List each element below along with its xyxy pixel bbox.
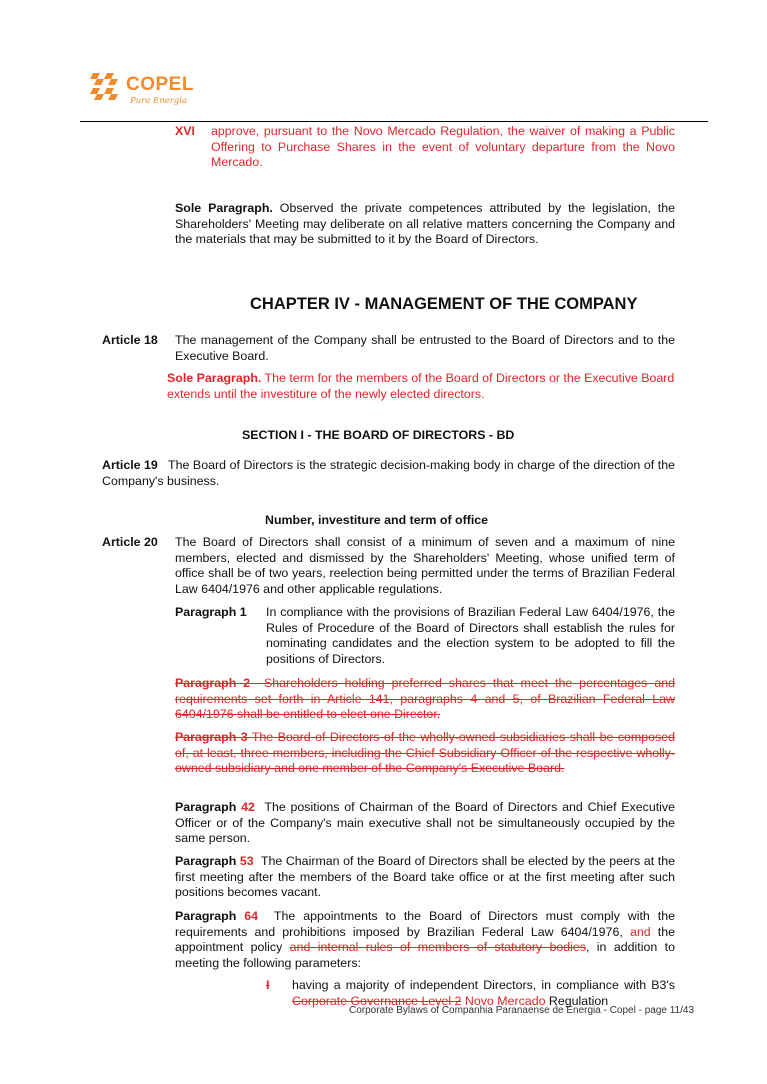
article-19-label: Article 19 — [102, 458, 158, 472]
sole-paragraph-1-label: Sole Paragraph. — [175, 201, 273, 215]
paragraph-3-label: Paragraph 3 — [175, 730, 248, 744]
item-i-text-b: Regulation — [545, 993, 609, 1008]
paragraph-4-number: 42 — [241, 800, 255, 814]
paragraph-6 — [175, 909, 675, 971]
sole-paragraph-1 — [175, 201, 675, 248]
paragraph-6-text-a: The appointments to the Board of Directors must comply with the requirements and prohibitions imposed by Brazilian Federal Law 6404/1976, — [175, 909, 675, 939]
sole-paragraph-1-text: Observed the private competences attributed by the legislation, the Shareholders' Meeting may deliberate on all relative matters concerning the Company and the materials that may be submitted to it by the Board of Directors. — [175, 201, 676, 246]
paragraph-6-text-c: , in addition to meeting the following parameters: — [175, 940, 675, 970]
paragraph-6-inserted: and — [629, 924, 651, 939]
article-20-text: The Board of Directors shall consist of a minimum of seven and a maximum of nine members, elected and dismissed by the Shareholders' Meeting, whose unified term of office shall be of two years, reelection being permitted under the terms of Brazilian Federal Law 6404/1976 and other applicable regulations. — [175, 535, 675, 596]
article-18-text: The management of the Company shall be entrusted to the Board of Directors and to the Executive Board. — [175, 333, 675, 363]
logo-tagline: Pura Energia — [130, 96, 188, 106]
paragraph-2-label: Paragraph 2 — [175, 676, 251, 690]
paragraph-6-deleted: and internal rules of members of statutory bodies — [289, 940, 586, 954]
paragraph-4-text: The positions of Chairman of the Board of Directors and Chief Executive Officer or of the Company's main executive shall not be simultaneously occupied by the same person. — [175, 800, 676, 845]
section-title: SECTION I - THE BOARD OF DIRECTORS - BD — [242, 428, 515, 442]
subheading: Number, investiture and term of office — [265, 513, 489, 527]
paragraph-4-label: Paragraph — [175, 800, 242, 814]
article-19-body: The Board of Directors is the strategic decision-making body in charge of the direction of the Company's business. — [102, 458, 675, 488]
paragraph-6-number: 64 — [244, 909, 259, 923]
item-i-inserted: Novo Mercado — [461, 993, 546, 1008]
article-20-label: Article 20 — [102, 535, 158, 549]
copel-logo-icon — [90, 70, 124, 104]
company-logo — [90, 70, 200, 110]
sole-paragraph-2 — [167, 371, 717, 402]
paragraph-3-text: The Board of Directors of the wholly-owned subsidiaries shall be composed of, at least, three members, including the Chief Subsidiary Officer of the respective wholly-owned subsidiary and one member of the Company's Executive Board. — [175, 730, 676, 775]
sole-paragraph-2-label: Sole Paragraph. — [167, 371, 262, 385]
header-divider — [80, 121, 708, 122]
paragraph-6-text-b: the appointment policy — [175, 924, 676, 954]
paragraph-2-deleted — [175, 676, 675, 723]
item-i-label: I — [266, 978, 270, 992]
paragraph-2-text: Shareholders holding preferred shares that meet the percentages and requirements set forth in Article 141, paragraphs 4 and 5, of Brazilian Federal Law 6404/1976 shall be entitled to elect one Director. — [175, 676, 675, 721]
paragraph-5-text: The Chairman of the Board of Directors shall be elected by the peers at the first meeting after the members of the Board take office or at the first meeting after such positions becomes vacant. — [175, 854, 675, 899]
paragraph-1-text: In compliance with the provisions of Brazilian Federal Law 6404/1976, the Rules of Procedure of the Board of Directors shall establish the rules for nominating candidates and the election system to be adopted to fill the positions of Directors. — [266, 605, 675, 666]
paragraph-3-deleted — [175, 730, 675, 777]
paragraph-1-label: Paragraph 1 — [175, 605, 247, 619]
item-xvi-label: XVI — [175, 124, 195, 138]
paragraph-5-label: Paragraph — [175, 854, 240, 868]
paragraph-5-number: 53 — [239, 854, 254, 868]
paragraph-4 — [175, 800, 675, 847]
paragraph-5 — [175, 854, 675, 901]
paragraph-6-label: Paragraph — [175, 909, 245, 923]
article-19-text — [102, 458, 675, 489]
item-i-text-a: having a majority of independent Directors, in compliance with B3's — [292, 978, 675, 992]
chapter-title: CHAPTER IV - MANAGEMENT OF THE COMPANY — [250, 295, 638, 313]
article-18-label: Article 18 — [102, 333, 158, 347]
sole-paragraph-2-text: The term for the members of the Board of Directors or the Executive Board extends until the investiture of the newly elected directors. — [167, 371, 675, 401]
item-i-deleted: Corporate Governance Level 2 — [292, 993, 462, 1008]
page-footer: Corporate Bylaws of Companhia Paranaense de Energia - Copel - page 11/43 — [349, 1005, 695, 1016]
item-xvi-text: approve, pursuant to the Novo Mercado Regulation, the waiver of making a Public Offering to Purchase Shares in the event of voluntary departure from the Novo Mercado. — [211, 124, 675, 169]
logo-wordmark: COPEL — [126, 74, 194, 95]
